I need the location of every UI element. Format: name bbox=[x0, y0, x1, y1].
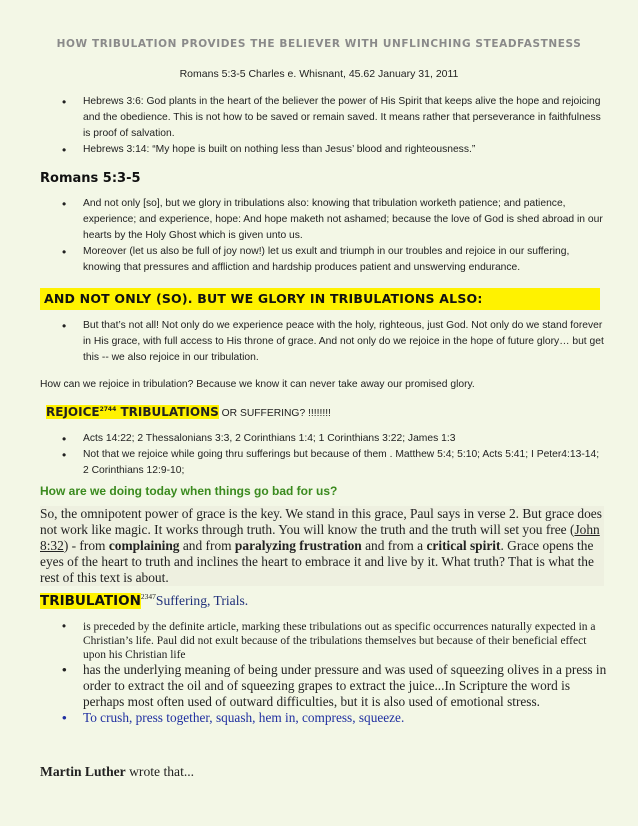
grace-text-3: and from bbox=[179, 538, 235, 553]
strongs-number: 2744 bbox=[99, 406, 117, 413]
glory-bullet-list bbox=[62, 318, 607, 366]
section-heading-rejoice bbox=[46, 405, 331, 419]
list-item: • is preceded by the definite article, marking these tribulations out as specific occurrences naturally expected in a Christian’s life. Paul did not exult because of the tribulations themselves but because of their beneficial effect upon his Christian life bbox=[62, 620, 607, 662]
luther-rest: wrote that... bbox=[125, 764, 195, 779]
list-item: • Moreover (let us also be full of joy now!) let us exult and triumph in our troubles and rejoice in our suffering, knowing that pressures and affliction and hardship produces patient and unswerving endurance. bbox=[62, 244, 607, 276]
section-heading-tribulation bbox=[40, 592, 248, 609]
section-heading-glory: AND NOT ONLY (SO). BUT WE GLORY IN TRIBULATIONS ALSO: bbox=[44, 291, 483, 306]
rejoice-word: REJOICE bbox=[46, 405, 100, 419]
list-item: • But that’s not all! Not only do we experience peace with the holy, righteous, just God. Not only do we stand forever in His grace, with full access to His throne of grace. And not only do we rejoice in the hope of future glory… but get this -- we also rejoice in our tribulation. bbox=[62, 318, 607, 366]
list-item: • And not only [so], but we glory in tribulations also: knowing that tribulation worketh patience; and patience, experience; and experience, hope: And hope maketh not ashamed; because the love of God is shed abroad in our hearts by the Holy Ghost which is given unto us. bbox=[62, 196, 607, 244]
list-item: • Hebrews 3:14: “My hope is built on nothing less than Jesus’ blood and righteousness.” bbox=[62, 142, 607, 158]
tribulation-word: TRIBULATION bbox=[40, 593, 141, 609]
section-heading-romans: Romans 5:3-5 bbox=[40, 171, 141, 186]
document-title: HOW TRIBULATION PROVIDES THE BELIEVER WITH UNFLINCHING STEADFASTNESS bbox=[56, 38, 582, 50]
grace-paragraph bbox=[40, 506, 604, 586]
section-heading-doing: How are we doing today when things go bad for us? bbox=[40, 484, 338, 498]
strongs-number: 2347 bbox=[140, 592, 156, 601]
intro-bullet-list bbox=[62, 94, 607, 158]
tribulation-bullet-list bbox=[62, 620, 607, 726]
tribulations-word: TRIBULATIONS bbox=[116, 405, 219, 419]
list-item: • Hebrews 3:6: God plants in the heart of the believer the power of His Spirit that keeps alive the hope and rejoicing and the obedience. This is not how to be saved or remain saved. It means rather that perseverance in faithfulness is proof of salvation. bbox=[62, 94, 607, 142]
list-item: • has the underlying meaning of being under pressure and was used of squeezing olives in a press in order to extract the oil and of squeezing grapes to extract the juice...In Scripture the word is perhaps most often used of outward difficulties, but it is also used of emotional stress. bbox=[62, 662, 607, 710]
rejoice-word-highlight bbox=[46, 405, 219, 419]
list-item: • Acts 14:22; 2 Thessalonians 3:3, 2 Corinthians 1:4; 1 Corinthians 3:22; James 1:3 bbox=[62, 431, 607, 447]
document-subtitle: Romans 5:3-5 Charles e. Whisnant, 45.62 January 31, 2011 bbox=[179, 68, 459, 80]
romans-bullet-list bbox=[62, 196, 607, 276]
glory-question: How can we rejoice in tribulation? Because we know it can never take away our promised glory. bbox=[40, 379, 475, 390]
luther-name: Martin Luther bbox=[40, 764, 126, 779]
grace-text-2: ) - from bbox=[63, 538, 109, 553]
bold-frustration: paralyzing frustration bbox=[234, 538, 362, 553]
tribulation-gloss: Suffering, Trials. bbox=[155, 593, 249, 608]
bold-complaining: complaining bbox=[108, 538, 180, 553]
list-item: • Not that we rejoice while going thru sufferings but because of them . Matthew 5:4; 5:10; Acts 5:41; I Peter4:13-14; 2 Corinthians 12:9-10; bbox=[62, 447, 607, 479]
luther-line bbox=[40, 764, 194, 780]
grace-text-5: . Grace opens the eyes of the heart to truth and inclines the heart to embrace it and live by it. What truth? That is what the rest of this text is about. bbox=[40, 538, 594, 585]
grace-text-1: So, the omnipotent power of grace is the key. We stand in this grace, Paul says in verse 2. But grace does not work like magic. It works through truth. You will know the truth and the truth will set you free ( bbox=[40, 506, 602, 537]
scripture-link-john[interactable]: John 8:32 bbox=[40, 522, 600, 553]
list-item: • To crush, press together, squash, hem in, compress, squeeze. bbox=[62, 710, 607, 726]
bold-critical-spirit: critical spirit bbox=[426, 538, 501, 553]
rejoice-bullet-list bbox=[62, 431, 607, 479]
rejoice-rest: OR SUFFERING? !!!!!!!! bbox=[218, 408, 331, 419]
grace-text-4: and from a bbox=[361, 538, 427, 553]
